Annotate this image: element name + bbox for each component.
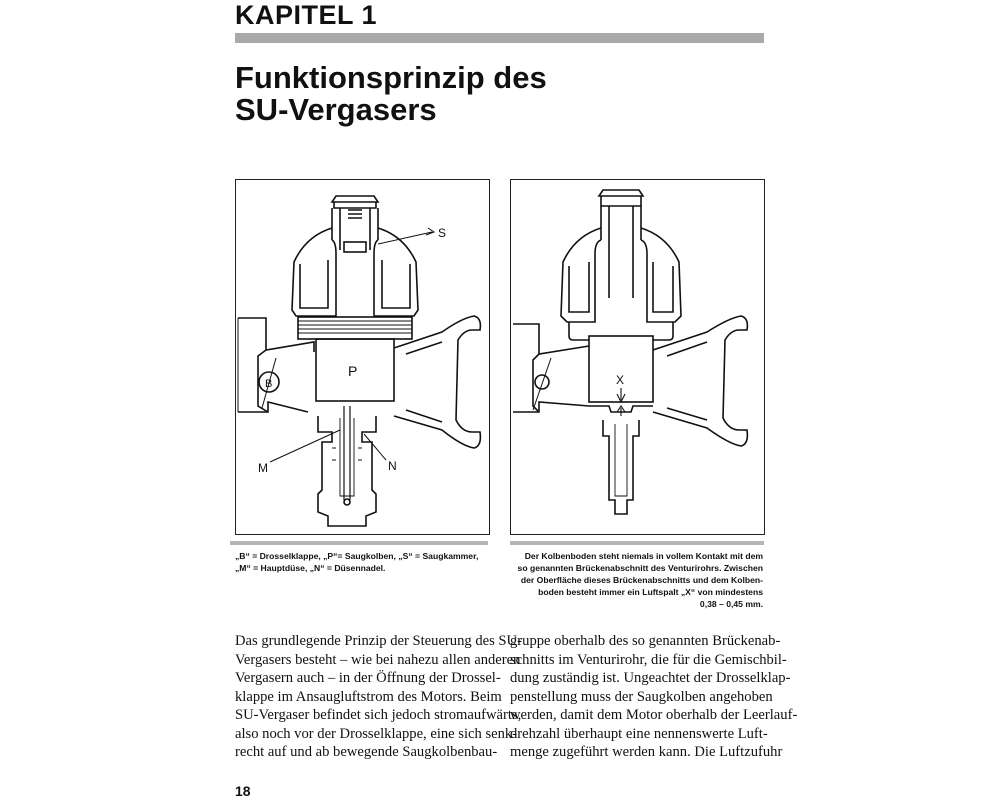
figure-piston-gap [510,179,765,535]
label-b: B [265,378,273,390]
label-m: M [258,461,268,475]
caption-right-line: boden besteht immer ein Luftspalt „X“ von mindestens [538,587,763,597]
page-title-line-1: Funktionsprinzip des [235,60,547,95]
figure-carburetor-section [235,179,490,535]
chapter-rule [235,33,764,43]
caption-right-line: der Oberfläche dieses Brückenabschnitts und dem Kolben- [520,575,763,585]
body-column-left [235,632,522,762]
caption-rule-right [510,541,764,545]
body-line: penstellung muss der Saugkolben angehoben [510,688,773,705]
caption-left [235,550,495,574]
body-line: werden, damit dem Motor oberhalb der Leerlauf- [510,707,798,723]
body-line: dung zuständig ist. Ungeachtet der Drosselklap- [510,670,791,686]
chapter-heading: KAPITEL 1 [235,0,378,30]
body-line: recht auf und ab bewegende Saugkolbenbau- [235,744,498,760]
body-line: gruppe oberhalb des so genannten Brückenab- [510,633,781,649]
label-s: S [438,226,447,240]
label-x: X [616,373,625,387]
caption-left-line: „B“ = Drosselklappe, „P“= Saugkolben, „S“ = Saugkammer, [235,551,479,561]
page-title [235,62,775,126]
caption-left-line: „M“ = Hauptdüse, „N“ = Düsennadel. [235,563,386,573]
body-line: also noch vor der Drosselklappe, eine sich senk- [235,725,518,742]
body-line: Vergasers besteht – wie bei nahezu allen anderen [235,651,521,668]
carburetor-diagram-left [236,180,489,534]
caption-right-line: 0,38 – 0,45 mm. [699,599,763,609]
label-p: P [348,363,358,379]
body-line: drehzahl überhaupt eine nennenswerte Luft- [510,725,768,742]
body-line: Das grundlegende Prinzip der Steuerung des SU- [235,633,522,649]
page-number: 18 [235,783,251,799]
body-line: SU-Vergaser befindet sich jedoch stromaufwärts, [235,707,522,723]
carburetor-diagram-right [511,180,764,534]
body-line: klappe im Ansaugluftstrom des Motors. Beim [235,688,502,705]
label-n: N [388,459,397,473]
body-line: menge zugeführt werden kann. Die Luftzufuhr [510,744,783,760]
page-title-line-2: SU-Vergasers [235,92,437,127]
body-line: schnitts im Venturirohr, die für die Gemischbil- [510,651,787,668]
body-line: Vergasern auch – in der Öffnung der Drossel- [235,670,501,686]
caption-rule-left [230,541,488,545]
caption-right-line: so genannten Brückenabschnitt des Venturirohrs. Zwischen [517,563,763,573]
caption-right [505,550,763,610]
body-column-right [510,632,798,762]
caption-right-line: Der Kolbenboden steht niemals in vollem Kontakt mit dem [524,551,763,561]
